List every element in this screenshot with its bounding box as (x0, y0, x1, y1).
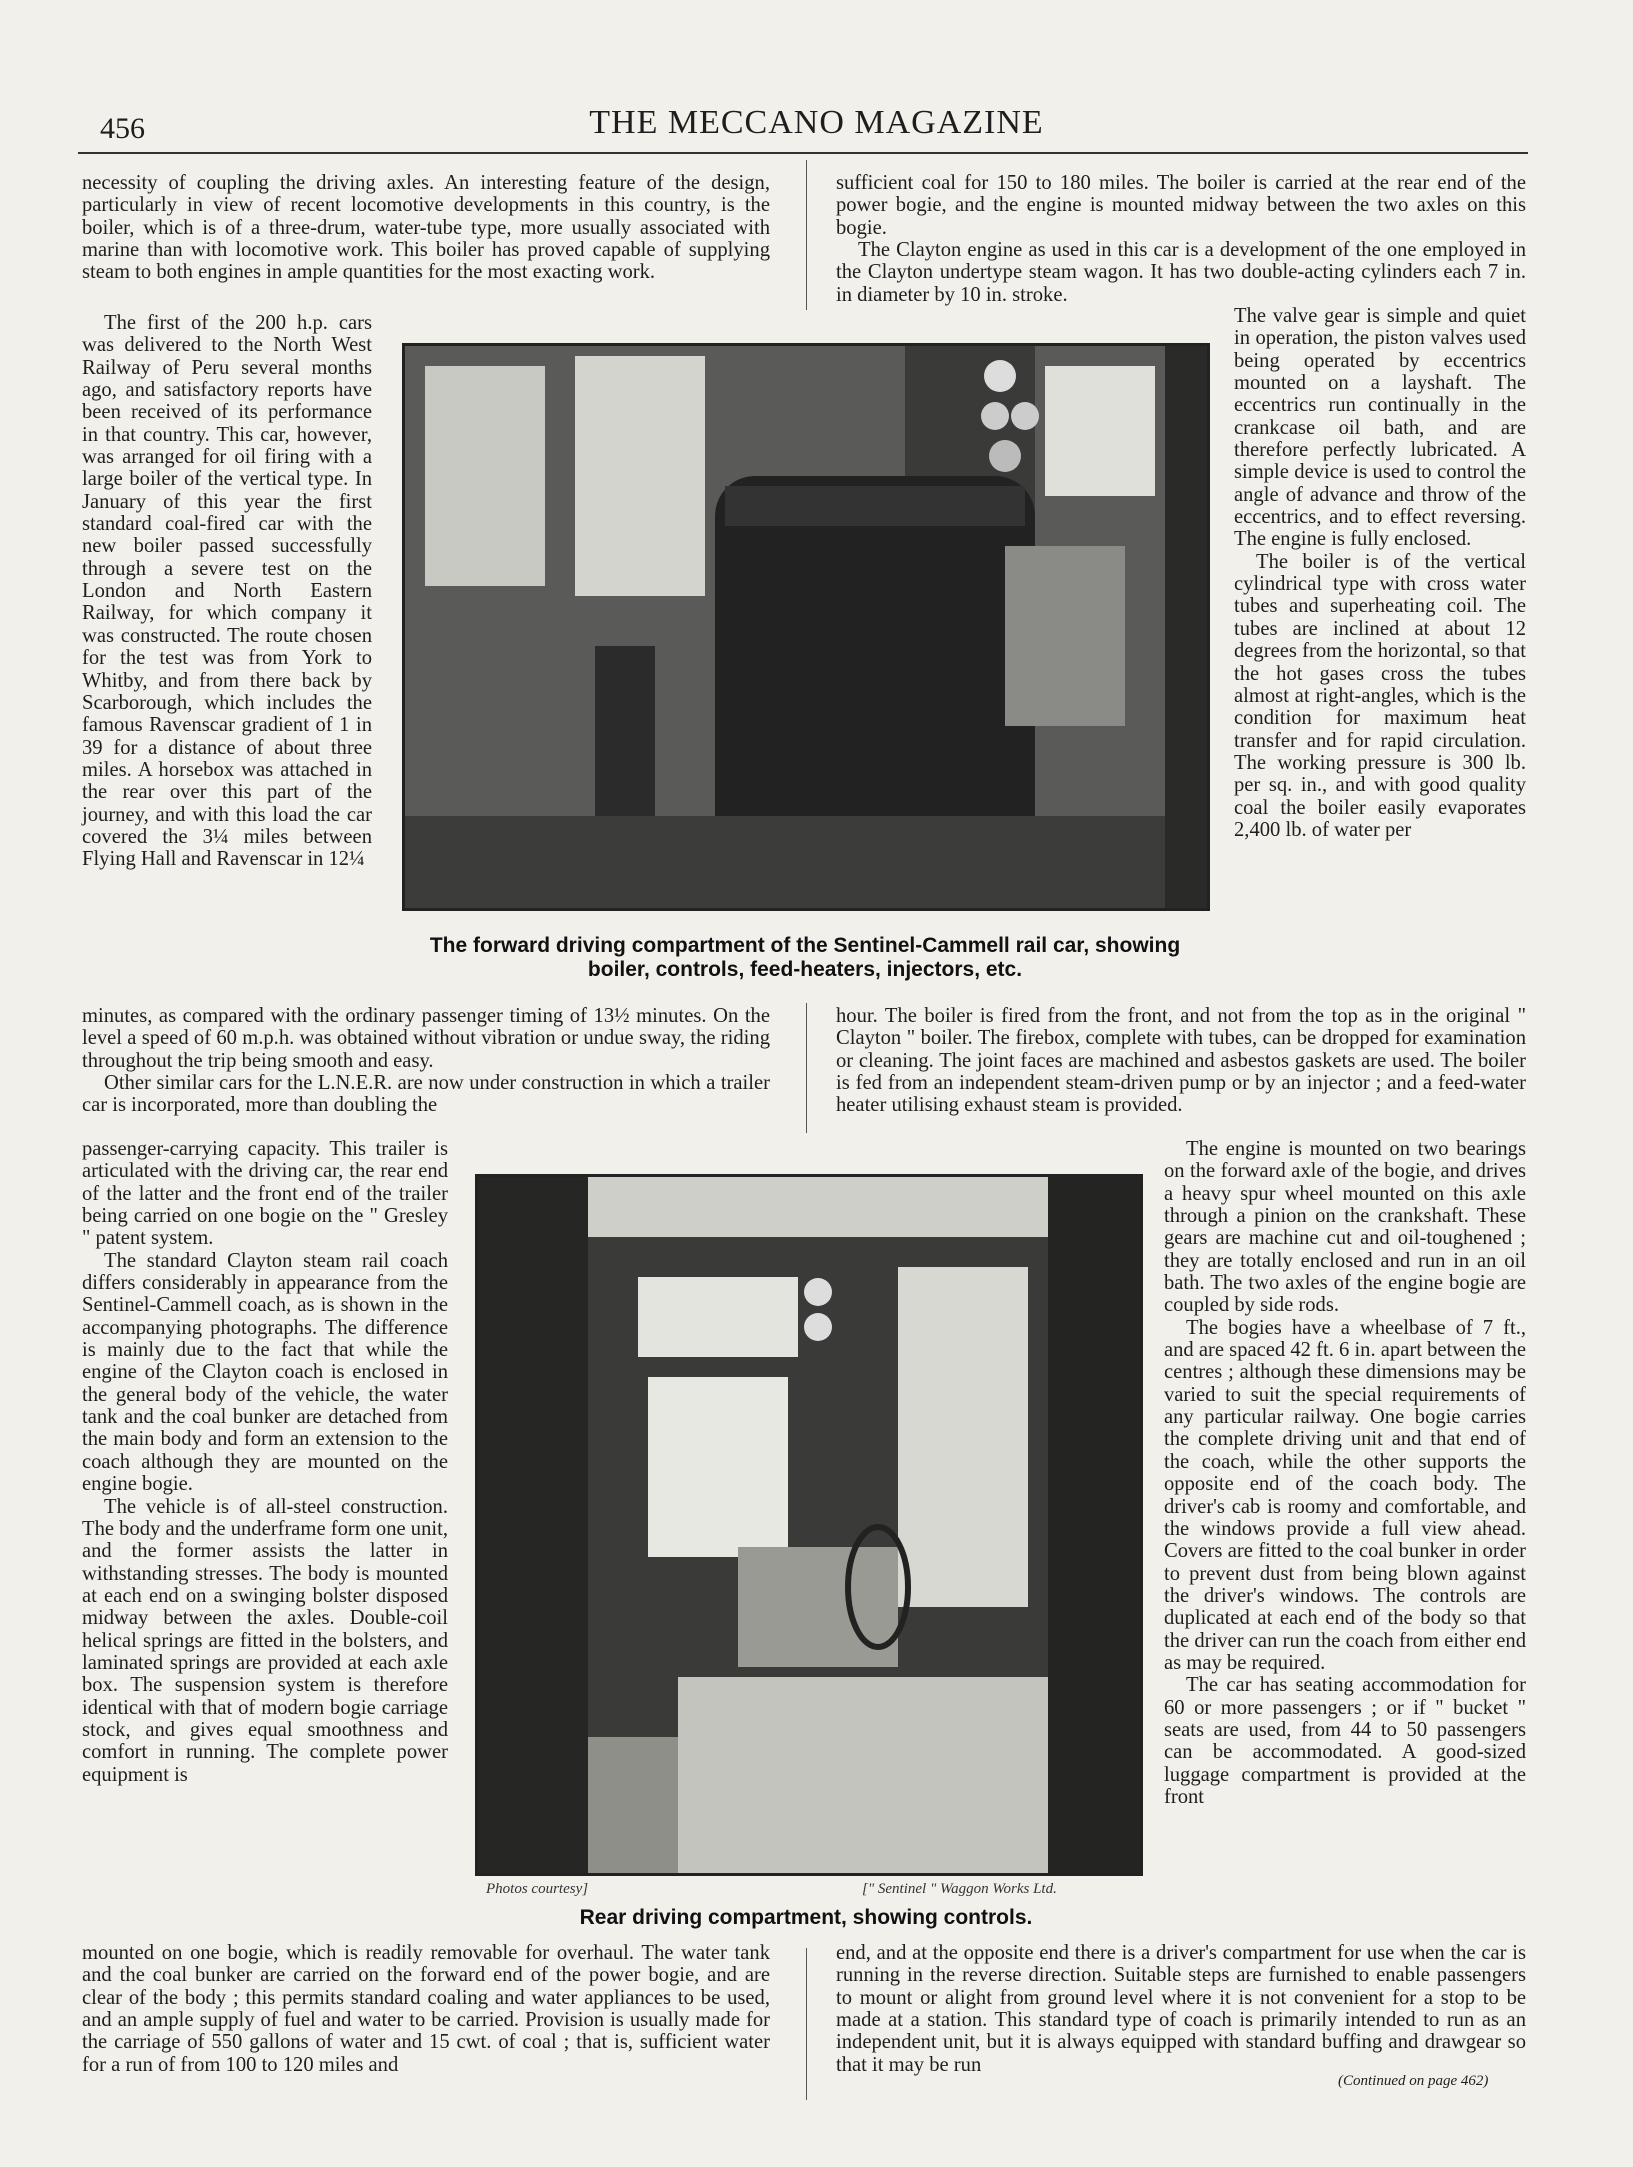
page-number: 456 (100, 112, 145, 145)
boiler-illustration (405, 346, 1207, 908)
top-left-text: necessity of coupling the driving axles. An interesting feature of the design, particularly in view of recent locomotive developments in this country, is the boiler, which is of a three-drum, water-tube type, more usually associated with marine than with locomotive work. This boiler has proved capable of supplying steam to both engines in ample quantities for the most exacting work. (82, 172, 770, 284)
continued-note: (Continued on page 462) (1338, 2073, 1489, 2089)
right-column-lower: The engine is mounted on two bearings on the forward axle of the bogie, and drives a heavy spur wheel mounted on this axle through a pinion on the crankshaft. These gears are machine cut and oil-toughened ; they are totally enclosed and run in an oil bath. The two axles of the engine bogie are coupled by side rods. The bogies have a wheelbase of 7 ft., and are spaced 42 ft. 6 in. apart between the centres ; although these dimensions may be varied to suit the special requirements of any particular railway. One bogie carries the complete driving unit and that end of the coach, while the other supports the opposite end of the coach body. The driver's cab is roomy and comfortable, and the windows provide a full view ahead. Covers are fitted to the coal bunker in order to prevent dust from being blown against the driver's windows. The controls are duplicated at each end of the body so that the driver can run the coach from either end as may be required. The car has seating accommodation for 60 or more passengers ; or if " bucket " seats are used, from 44 to 50 passengers can be accommodated. A good-sized luggage compartment is provided at the front (1164, 1138, 1526, 1808)
middle-left-text: minutes, as compared with the ordinary passenger timing of 13½ minutes. On the level a speed of 60 m.p.h. was obtained without vibration or undue sway, the riding throughout the trip being smooth and easy. Other similar cars for the L.N.E.R. are now under construction in which a trailer car is incorporated, more than doubling the (82, 1005, 770, 1117)
photo-credit-left: Photos courtesy] (486, 1881, 589, 1897)
photo-credit-right: [" Sentinel " Waggon Works Ltd. (862, 1881, 1057, 1897)
header-rule (78, 152, 1528, 154)
photo-forward-compartment (402, 343, 1210, 911)
photo-rear-compartment (475, 1174, 1143, 1876)
left-column-upper: The first of the 200 h.p. cars was delivered to the North West Railway of Peru several months ago, and satisfactory reports have been received of its performance in that country. This car, however, was arranged for oil firing with a large boiler of the vertical type. In January of this year the first standard coal-fired car with the new boiler passed successfully through a severe test on the London and North Eastern Railway, for which company it was constructed. The route chosen for the test was from York to Whitby, and from there back by Scarborough, which includes the famous Ravenscar gradient of 1 in 39 for a distance of about three miles. A horsebox was attached in the rear over this part of the journey, and with this load the car covered the 3¼ miles between Flying Hall and Ravenscar in 12¼ (82, 312, 372, 871)
column-divider-bottom (806, 1948, 807, 2100)
photo1-caption: The forward driving compartment of the Sentinel-Cammell rail car, showing boiler, controls, feed-heaters, injectors, etc. (429, 934, 1181, 981)
top-right-text: sufficient coal for 150 to 180 miles. The boiler is carried at the rear end of the power bogie, and the engine is mounted midway between the two axles on this bogie. The Clayton engine as used in this car is a development of the one employed in the Clayton undertype steam wagon. It has two double-acting cylinders each 7 in. in diameter by 10 in. stroke. (836, 172, 1526, 306)
cab-illustration (478, 1177, 1140, 1873)
column-divider-middle (806, 1003, 807, 1133)
left-column-lower: passenger-carrying capacity. This trailer is articulated with the driving car, the rear end of the latter and the front end of the trailer being carried on one bogie on the " Gresley " patent system. The standard Clayton steam rail coach differs considerably in appearance from the Sentinel-Cammell coach, as is shown in the accompanying photographs. The difference is mainly due to the fact that while the engine of the Clayton coach is enclosed in the general body of the vehicle, the water tank and the coal bunker are detached from the main body and form an extension to the coach although they are mounted on the engine bogie. The vehicle is of all-steel construction. The body and the underframe form one unit, and the former assists the latter in withstanding stresses. The body is mounted at each end on a swinging bolster disposed midway between the axles. Double-coil helical springs are fitted in the bolsters, and laminated springs are provided at each axle box. The suspension system is therefore identical with that of modern bogie carriage stock, and gives equal smoothness and comfort in running. The complete power equipment is (82, 1138, 448, 1786)
bottom-left-text: mounted on one bogie, which is readily removable for overhaul. The water tank and the coal bunker are carried on the forward end of the power bogie, and are clear of the body ; this permits standard coaling and water appliances to be used, and an ample supply of fuel and water to be carried. Provision is usually made for the carriage of 550 gallons of water and 15 cwt. of coal ; that is, sufficient water for a run of from 100 to 120 miles and (82, 1942, 770, 2076)
magazine-title: THE MECCANO MAGAZINE (589, 104, 1044, 141)
column-divider-top (806, 160, 807, 310)
bottom-right-text: end, and at the opposite end there is a driver's compartment for use when the car is running in the reverse direction. Suitable steps are furnished to enable passengers to mount or alight from ground level where it is not convenient for a stop to be made at a station. This standard type of coach is primarily intended to run as an independent unit, but it is always equipped with standard buffing and drawgear so that it may be run (836, 1942, 1526, 2076)
photo2-caption: Rear driving compartment, showing controls. (579, 1906, 1033, 1929)
middle-right-text: hour. The boiler is fired from the front, and not from the top as in the original " Clayton " boiler. The firebox, complete with tubes, can be dropped for examination or cleaning. The joint faces are machined and asbestos gaskets are used. The boiler is fed from an independent steam-driven pump or by an injector ; and a feed-water heater utilising exhaust steam is provided. (836, 1005, 1526, 1117)
right-column-upper: The valve gear is simple and quiet in operation, the piston valves used being operated by eccentrics mounted on a layshaft. The eccentrics run continually in the crankcase oil bath, and are therefore perfectly lubricated. A simple device is used to control the angle of advance and throw of the eccentrics, and to effect reversing. The engine is fully enclosed. The boiler is of the vertical cylindrical type with cross water tubes and superheating coil. The tubes are inclined at about 12 degrees from the horizontal, so that the hot gases cross the tubes almost at right-angles, which is the condition for maximum heat transfer and for rapid circulation. The working pressure is 300 lb. per sq. in., and with good quality coal the boiler easily evaporates 2,400 lb. of water per (1234, 305, 1526, 841)
